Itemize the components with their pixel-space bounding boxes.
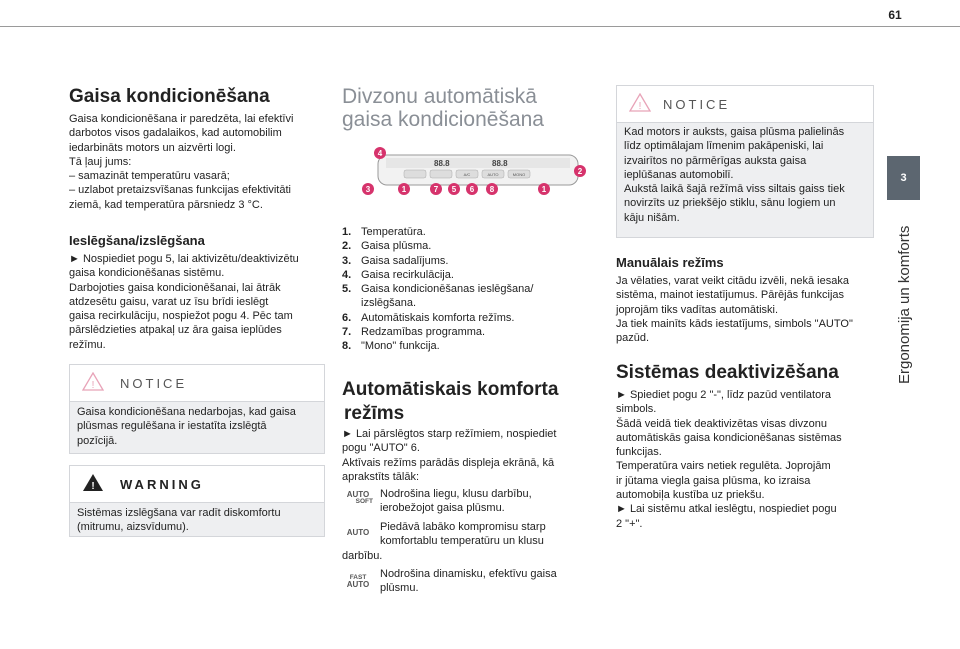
list-item: 4. Gaisa recirkulācija. [342,268,454,281]
section-title-dual-zone: Divzonu automātiskā gaisa kondicionēšana [342,85,544,131]
svg-text:!: ! [91,481,95,492]
section-title-auto-comfort: Automātiskais komforta režīms [342,379,559,424]
chapter-tab[interactable]: 3 [887,156,920,200]
notice-heading: NOTICE [663,97,731,112]
svg-text:7: 7 [433,185,439,194]
header-rule [0,26,960,27]
deactivation-paragraph: ► Spiediet pogu 2 "-", līdz pazūd ventilatora simbols. Šādā veidā tiek deaktivizētas visas divzonu automātiskās gaisa kondicionēšanas sistēmas funkcijas. Temperatūra vairs netiek regulēta. Joprojām ir jūtama viegla gaisa plūsma, ko izraisa automobiļa kustība uz priekšu. ► Lai sistēmu atkal ieslēgtu, nospiediet pogu 2 "+". [616,389,842,530]
list-item: 2. Gaisa plūsma. [342,240,432,253]
warning-triangle-icon [82,473,104,492]
warning-triangle-icon [82,372,104,391]
fast-auto-badge-icon: FAST AUTO [346,574,370,589]
auto-badge-icon: AUTO [346,528,370,537]
warning-triangle-icon [629,93,651,112]
svg-text:1: 1 [401,185,407,194]
on-off-paragraph: ► Nospiediet pogu 5, lai aktivizētu/deaktivizētu gaisa kondicionēšanas sistēmu. Darbojoties gaisa kondicionēšanai, lai ātrāk atdzesētu gaisu, varat uz īsu brīdi ieslēgt gaisa recirkulāciju, nospiežot pogu 4. Pēc tam pārslēdzieties atpakaļ uz āra gaisa ieplūdes režīmu. [69,253,299,351]
notice-box-1 [69,364,325,454]
climate-control-panel-illustration [342,143,592,203]
svg-text:!: ! [91,380,95,391]
list-item: 8. "Mono" funkcija. [342,340,440,353]
svg-text:1: 1 [541,185,547,194]
subtitle-on-off: Ieslēgšana/izslēgšana [69,233,205,248]
chapter-side-label: Ergonomija un komforts [896,225,913,384]
mode-normal-text: Piedāvā labāko kompromisu starp komfortablu temperatūru un klusu [380,521,546,548]
controls-legend-list [342,225,587,354]
manual-mode-paragraph: Ja vēlaties, varat veikt citādu izvēli, nekā iesaka sistēma, mainot iestatījumus. Pārējās funkcijas joprojām tiks vadītas automātiski. Ja tiek mainīts kāds iestatījums, simbols "AUTO" pazūd. [616,275,853,345]
warning-box [69,465,325,537]
svg-text:88.8: 88.8 [492,159,508,168]
section-title-air-conditioning: Gaisa kondicionēšana [69,86,270,107]
notice-box-2 [616,85,874,238]
intro-paragraph: Gaisa kondicionēšana ir paredzēta, lai efektīvi darbotos visos gadalaikos, kad automobilim iedarbināts motors un aizvērti logi. Tā ļauj jums: – samazināt temperatūru vasarā; – uzlabot pretaizsvīšanas funkcijas efektivitāti ziemā, kad temperatūra pārsniedz 3 °C. [69,113,294,211]
mode-normal-text-tail: darbību. [342,550,383,562]
svg-text:4: 4 [377,149,383,158]
svg-text:2: 2 [577,167,583,176]
mode-soft-text: Nodrošina liegu, klusu darbību, ierobežojot gaisa plūsmu. [380,488,532,515]
svg-text:AUTO: AUTO [487,172,499,177]
svg-text:3: 3 [365,185,371,194]
svg-text:5: 5 [451,185,457,194]
notice-heading: NOTICE [120,376,188,391]
page-number: 61 [888,8,902,22]
svg-text:8: 8 [489,185,495,194]
svg-text:88.8: 88.8 [434,159,450,168]
svg-text:6: 6 [469,185,475,194]
subtitle-manual-mode: Manuālais režīms [616,255,724,270]
list-item: 1. Temperatūra. [342,226,426,238]
notice-text: Kad motors ir auksts, gaisa plūsma palielinās līdz optimālajam līmenim pakāpeniski, lai izvairītos no pārmērīgas auksta gaisa ieplūšanas automobilī. Aukstā laikā šajā režīmā viss siltais gaiss tiek novirzīts uz priekšējo stiklu, sānu logiem un kāju nišām. [624,126,845,224]
section-title-deactivation: Sistēmas deaktivizēšana [616,362,839,383]
warning-text: Sistēmas izslēgšana var radīt diskomfortu (mitrumu, aizsvīdumu). [77,507,281,534]
svg-text:A/C: A/C [463,172,471,177]
list-item: 6. Automātiskais komforta režīms. [342,311,515,324]
list-item: 3. Gaisa sadalījums. [342,254,449,267]
notice-text: Gaisa kondicionēšana nedarbojas, kad gaisa plūsmas regulēšana ir iestatīta izslēgtā pozīcijā. [77,406,296,447]
warning-heading: WARNING [120,477,204,492]
list-item: 7. Redzamības programma. [342,326,486,339]
list-item: izslēgšana. [361,297,417,310]
auto-comfort-paragraph: ► Lai pārslēgtos starp režīmiem, nospiediet pogu "AUTO" 6. Aktīvais režīms parādās displeja ekrānā, kā aprakstīts tālāk: [342,428,557,483]
svg-text:MONO: MONO [512,172,526,177]
auto-soft-badge-icon: AUTO SOFT [346,490,373,505]
list-item: 5. Gaisa kondicionēšanas ieslēgšana/ [342,283,534,296]
mode-fast-text: Nodrošina dinamisku, efektīvu gaisa plūsmu. [380,568,557,595]
svg-text:!: ! [638,101,642,112]
